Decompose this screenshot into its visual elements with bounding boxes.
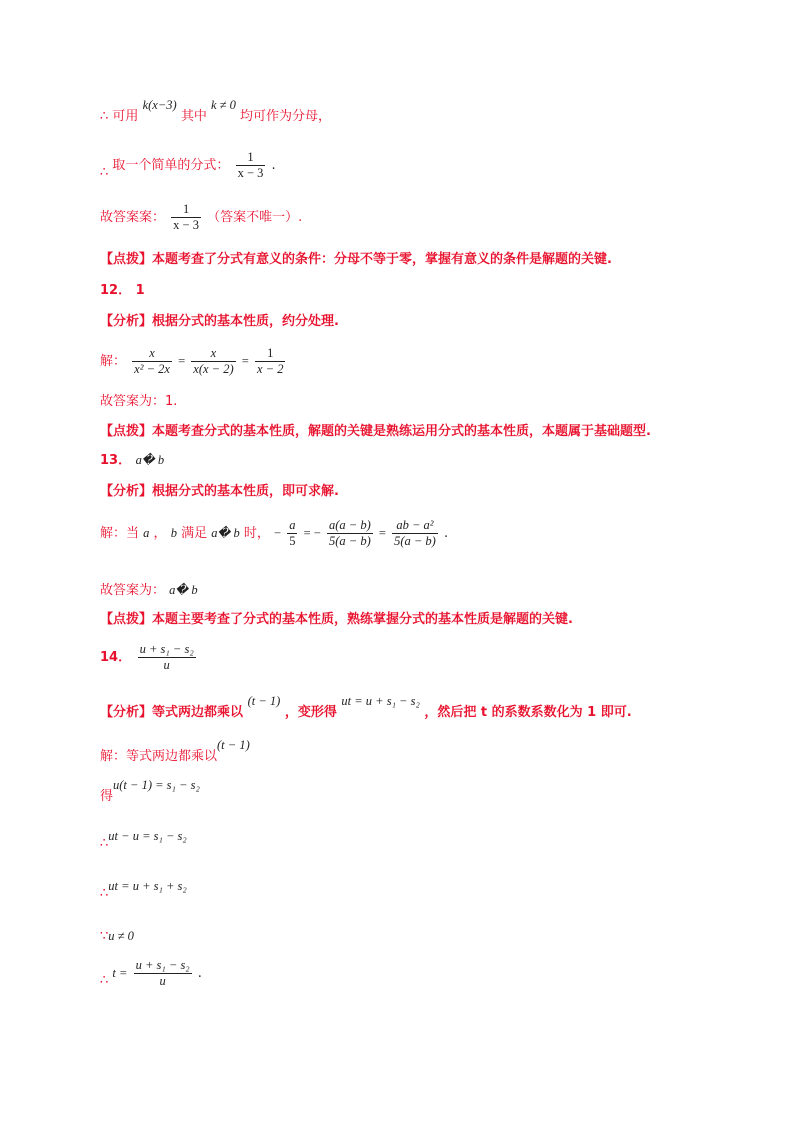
lhs: t = — [112, 966, 128, 980]
math: u ≠ 0 — [108, 929, 134, 943]
text: 其中 — [180, 109, 207, 124]
fraction — [327, 518, 373, 549]
line-r16 — [100, 828, 187, 851]
fraction — [287, 518, 297, 549]
line-r15 — [100, 778, 200, 805]
text: 根据分式的基本性质，约分处理. — [152, 314, 339, 329]
therefore-symbol: ∴ — [100, 836, 109, 851]
denominator: u — [163, 658, 170, 672]
numerator: u + s₁ − s₂ — [135, 958, 190, 972]
equals: = — [378, 526, 386, 540]
math: ut = u + s₁ + s₂ — [108, 879, 187, 893]
line-r1 — [100, 98, 332, 125]
line-r3 — [100, 202, 302, 233]
question-13 — [100, 452, 164, 469]
period: . — [271, 158, 276, 173]
answer: a� b — [169, 583, 198, 597]
question-number: 13． — [100, 453, 132, 468]
separator: ， — [153, 526, 167, 541]
fraction — [255, 346, 285, 377]
line-r12 — [100, 612, 573, 628]
denominator: 5 — [289, 534, 296, 548]
text: 解：当 — [100, 526, 140, 541]
fraction — [132, 346, 172, 377]
line-r13 — [100, 694, 632, 721]
period: . — [443, 526, 449, 541]
numerator: u + s₁ − s₂ — [139, 642, 194, 656]
text: 时， — [243, 526, 270, 541]
text: 故答案为：1. — [100, 394, 178, 409]
var-a: a — [143, 526, 150, 540]
question-number: 12． — [100, 283, 132, 298]
text: 本题考查了分式有意义的条件：分母不等于零，掌握有意义的条件是解题的关键. — [152, 252, 612, 267]
fraction — [191, 346, 235, 377]
text: 得 — [100, 789, 114, 804]
denominator: u — [159, 974, 166, 988]
line-r10 — [100, 518, 448, 549]
math: ut − u = s₁ − s₂ — [108, 829, 187, 843]
therefore-symbol: ∴ — [100, 973, 109, 988]
line-r6 — [100, 346, 287, 377]
therefore-symbol: ∴ — [100, 886, 109, 901]
text: （答案不唯一）. — [207, 210, 303, 225]
fraction — [134, 958, 192, 989]
label-tip: 【点拨】 — [100, 424, 153, 439]
equals: = — [178, 354, 186, 368]
label-tip: 【点拨】 — [100, 252, 153, 267]
text: 等式两边都乘以 — [152, 705, 244, 720]
text: 本题考查分式的基本性质，解题的关键是熟练运用分式的基本性质，本题属于基础题型. — [152, 424, 651, 439]
text: 解：等式两边都乘以 — [100, 749, 218, 764]
line-r18 — [100, 928, 134, 945]
answer: a� b — [135, 453, 165, 467]
equals: = − — [303, 526, 321, 540]
numerator: x — [191, 346, 235, 362]
fraction — [236, 150, 266, 181]
period: . — [197, 966, 202, 981]
math-k-x-3: k(x−3) — [142, 98, 177, 112]
math-k-ne-0: k ≠ 0 — [210, 98, 236, 112]
numerator: 1 — [236, 150, 266, 166]
denominator: x − 2 — [256, 362, 284, 376]
text: 可用 — [112, 109, 139, 124]
var-b: b — [170, 526, 177, 540]
numerator: a(a − b) — [328, 518, 371, 532]
therefore-symbol: ∴ — [100, 165, 109, 180]
label-analysis: 【分析】 — [100, 484, 153, 499]
denominator: x − 3 — [173, 218, 199, 232]
label-analysis: 【分析】 — [100, 705, 153, 720]
minus: − — [274, 526, 282, 540]
line-r17 — [100, 878, 187, 901]
numerator: a — [289, 518, 296, 532]
line-r8 — [100, 424, 651, 440]
label-tip: 【点拨】 — [100, 612, 153, 627]
equals: = — [241, 354, 249, 368]
text: 均可作为分母， — [240, 109, 332, 124]
question-14 — [100, 642, 198, 673]
line-r4 — [100, 252, 612, 268]
line-r7 — [100, 394, 177, 410]
text: 故答案案： — [100, 210, 166, 225]
fraction — [392, 518, 438, 549]
text: 满足 — [181, 526, 208, 541]
numerator: 1 — [171, 202, 201, 218]
line-r5 — [100, 314, 339, 330]
denominator: 5(a − b) — [394, 534, 436, 548]
line-r2 — [100, 150, 276, 181]
condition: a� b — [211, 526, 240, 540]
answer: 1 — [135, 283, 145, 298]
fraction — [171, 202, 201, 233]
denominator: x(x − 2) — [193, 362, 234, 376]
question-12 — [100, 283, 145, 299]
denominator: x² − 2x — [134, 362, 170, 376]
text: 取一个简单的分式： — [112, 158, 230, 173]
line-r19 — [100, 958, 202, 989]
math: (t − 1) — [217, 738, 250, 752]
line-r11 — [100, 582, 198, 599]
denominator: 5(a − b) — [328, 534, 371, 548]
text: ，变形得 — [284, 705, 337, 720]
line-r9 — [100, 484, 339, 500]
math: u(t − 1) = s₁ − s₂ — [113, 778, 200, 792]
question-number: 14． — [100, 650, 132, 665]
label-analysis: 【分析】 — [100, 314, 153, 329]
text: 根据分式的基本性质，即可求解. — [152, 484, 339, 499]
denominator: x − 3 — [237, 166, 264, 180]
math: (t − 1) — [247, 694, 281, 708]
therefore-symbol: ∴ — [100, 109, 109, 124]
text: 解： — [100, 354, 127, 369]
numerator: 1 — [255, 346, 285, 362]
because-symbol: ∵ — [100, 929, 109, 944]
text: 本题主要考查了分式的基本性质，熟练掌握分式的基本性质是解题的关键. — [152, 612, 573, 627]
fraction — [138, 642, 196, 673]
numerator: ab − a² — [392, 518, 438, 534]
text: 故答案为： — [100, 583, 166, 598]
math: ut = u + s₁ − s₂ — [341, 694, 420, 708]
line-r14 — [100, 738, 250, 765]
text: ，然后把 t 的系数系数化为 1 即可. — [424, 705, 632, 720]
numerator: x — [132, 346, 172, 362]
